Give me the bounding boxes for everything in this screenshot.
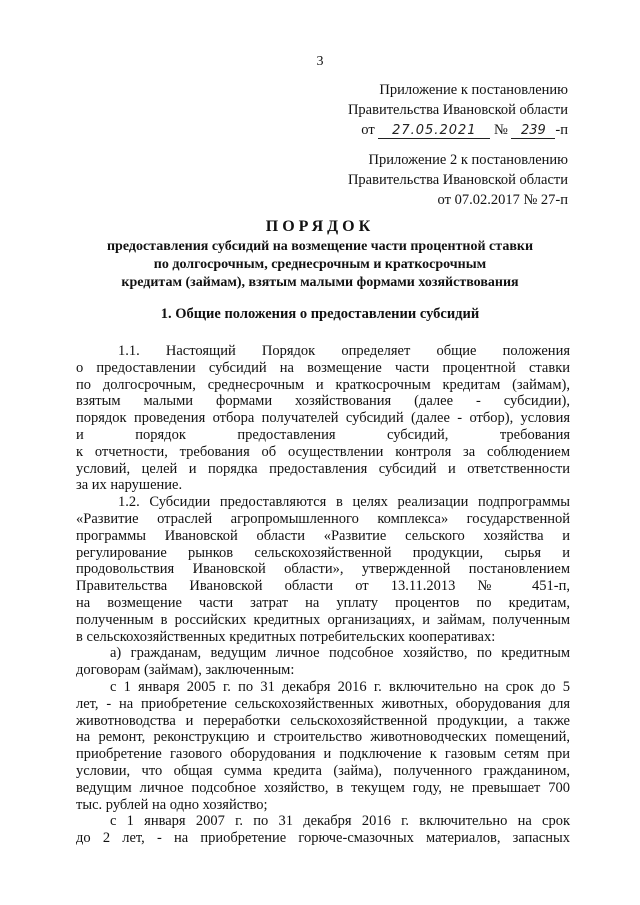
body-line: взятым малыми формами хозяйствования (далее - субсидии),: [76, 393, 570, 410]
appendix-original-block: [348, 150, 568, 210]
document-body: [76, 343, 570, 847]
body-line: а) гражданам, ведущим личное подсобное хозяйство, по кредитным: [110, 645, 570, 662]
body-line: 1.1. Настоящий Порядок определяет общие положения: [118, 343, 570, 359]
appendix-current-date-line: [348, 120, 568, 140]
body-line: до 2 лет, - на приобретение горюче-смазочных материалов, запасных: [76, 830, 570, 847]
handwritten-number: 239: [511, 124, 555, 139]
body-line: к отчетности, требования об осуществлении контроля за соблюдением: [76, 443, 570, 460]
page-number: 3: [316, 54, 324, 69]
section-heading: 1. Общие положения о предоставлении субсидий: [160, 306, 480, 322]
body-line: на ремонт, реконструкцию и строительство животноводческих помещений,: [76, 729, 570, 746]
appendix-current-line1: Приложение к постановлению: [379, 82, 568, 98]
body-line: с 1 января 2007 г. по 31 декабря 2016 г. включительно на срок: [110, 813, 570, 830]
document-subtitle: [60, 238, 580, 292]
body-line: лет, - на приобретение сельскохозяйственных животных, оборудования для: [76, 695, 570, 712]
body-line: ведущим личное подсобное хозяйство, в текущем году, не превышает 700: [76, 779, 570, 796]
body-line: продовольствия Ивановской области», утвержденной постановлением: [76, 561, 570, 578]
body-line: с 1 января 2005 г. по 31 декабря 2016 г. включительно на срок до 5: [110, 678, 570, 695]
subtitle-line: предоставления субсидий на возмещение части процентной ставки: [106, 239, 534, 254]
body-line: по долгосрочным, среднесрочным и краткосрочным кредитам (займам),: [76, 376, 570, 393]
appendix-original-line1: Приложение 2 к постановлению: [368, 152, 568, 168]
body-line: договорам (займам), заключенным:: [76, 662, 295, 679]
handwritten-date: 27.05.2021: [378, 124, 490, 139]
body-line: о предоставлении субсидий на возмещение части процентной ставки: [76, 359, 570, 376]
date-prefix: от: [361, 122, 375, 138]
number-suffix: -п: [555, 122, 568, 138]
body-line: тыс. рублей на одно хозяйство;: [76, 796, 268, 813]
appendix-original-line3: от 07.02.2017 № 27-п: [437, 192, 568, 208]
body-line: приобретение газового оборудования и подключение к газовым сетям при: [76, 746, 570, 763]
body-line: условий, целей и порядка предоставления субсидий и ответственности: [76, 460, 570, 477]
body-line: Правительства Ивановской области от 13.11.2013 № 451-п,: [76, 578, 570, 595]
appendix-original-line2: Правительства Ивановской области: [347, 172, 568, 188]
body-line: в сельскохозяйственных кредитных потребительских кооперативах:: [76, 628, 496, 645]
body-line: программы Ивановской области «Развитие сельского хозяйства и: [76, 527, 570, 544]
body-line: животноводства и переработки сельскохозяйственной продукции, а также: [76, 712, 570, 729]
subtitle-line: кредитам (займам), взятым малыми формами хозяйствования: [121, 275, 519, 290]
appendix-current-block: [348, 80, 568, 140]
body-line: 1.2. Субсидии предоставляются в целях реализации подпрограммы: [118, 494, 570, 511]
body-line: условии, что общая сумма кредита (займа), полученного гражданином,: [76, 762, 570, 779]
appendix-current-line2: Правительства Ивановской области: [347, 102, 568, 118]
body-line: порядок проведения отбора получателей субсидий (далее - отбор), условия: [76, 410, 570, 427]
body-line: полученным в российских кредитных организациях, и займам, полученным: [76, 611, 570, 628]
body-line: за их нарушение.: [76, 477, 183, 494]
body-line: на возмещение части затрат на уплату процентов по кредитам,: [76, 594, 570, 611]
number-sign: №: [493, 122, 508, 138]
body-line: «Развитие отраслей агропромышленного комплекса» государственной: [76, 510, 570, 527]
subtitle-line: по долгосрочным, среднесрочным и краткосрочным: [153, 257, 487, 272]
body-line: и порядок предоставления субсидий, требования: [76, 426, 570, 443]
document-title: ПОРЯДОК: [265, 218, 375, 235]
body-line: регулирование рынков сельскохозяйственной продукции, сырья и: [76, 544, 570, 561]
